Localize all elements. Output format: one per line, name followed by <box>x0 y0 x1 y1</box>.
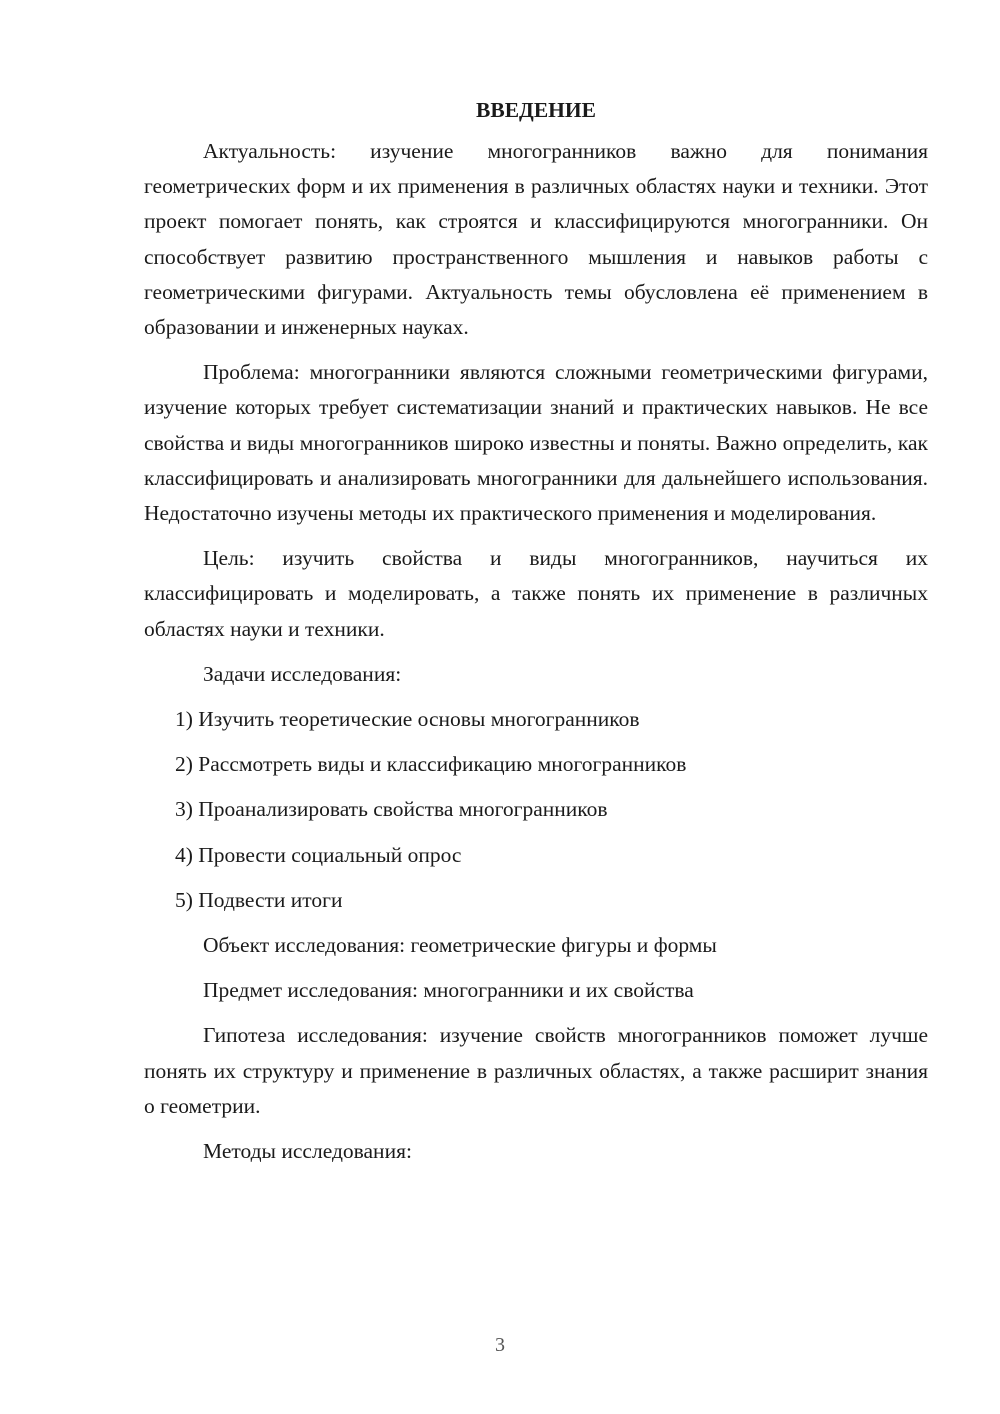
document-page <box>144 95 928 1179</box>
task-item: 2) Рассмотреть виды и классификацию многогранников <box>175 752 687 777</box>
section-title: ВВЕДЕНИЕ <box>476 98 596 122</box>
task-item: 4) Провести социальный опрос <box>175 842 462 867</box>
object-paragraph: Объект исследования: геометрические фигуры и формы <box>203 933 717 958</box>
relevance-paragraph: Актуальность: изучение многогранников важно для понимания геометрических форм и их применения в различных областях науки и техники. Этот проект помогает понять, как строятся и классифицируются многогранники. Он способствует развитию пространственного мышления и навыков работы с геометрическими фигурами. Актуальность темы обусловлена её применением в образовании и инженерных науках. <box>144 139 928 340</box>
page-number: 3 <box>495 1334 505 1356</box>
task-item: 3) Проанализировать свойства многогранников <box>175 797 608 822</box>
problem-paragraph: Проблема: многогранники являются сложными геометрическими фигурами, изучение которых требует систематизации знаний и практических навыков. Не все свойства и виды многогранников широко известны и поняты. Важно определить, как классифицировать и анализировать многогранники для дальнейшего использования. Недостаточно изучены методы их практического применения и моделирования. <box>144 360 928 526</box>
hypothesis-paragraph: Гипотеза исследования: изучение свойств многогранников поможет лучше понять их структуру и применение в различных областях, а также расширит знания о геометрии. <box>144 1023 928 1118</box>
goal-paragraph: Цель: изучить свойства и виды многогранников, научиться их классифицировать и моделировать, а также понять их применение в различных областях науки и техники. <box>144 546 928 641</box>
tasks-heading: Задачи исследования: <box>203 661 402 686</box>
subject-paragraph: Предмет исследования: многогранники и их свойства <box>203 978 694 1003</box>
task-item: 5) Подвести итоги <box>175 887 343 912</box>
methods-heading: Методы исследования: <box>203 1139 412 1164</box>
task-item: 1) Изучить теоретические основы многогранников <box>175 707 640 732</box>
